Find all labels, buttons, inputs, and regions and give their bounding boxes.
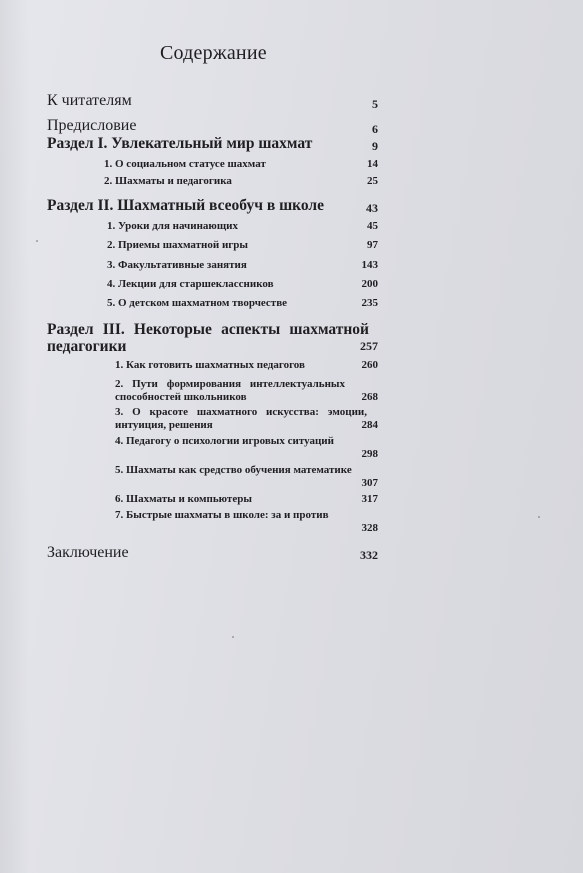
toc-chapter	[104, 175, 344, 188]
toc-chapter	[107, 297, 347, 310]
toc-chapter-label: 1. Уроки для начинающих	[107, 220, 238, 232]
toc-chapter	[104, 158, 344, 171]
toc-chapter	[115, 359, 345, 372]
toc-entry-readers	[47, 94, 347, 108]
toc-chapter-label: 4. Педагогу о психологии игровых ситуаций	[115, 435, 334, 447]
toc-chapter-label: 2. Приемы шахматной игры	[107, 239, 249, 251]
toc-entry-page: 235	[361, 297, 378, 309]
toc-title: Содержание	[160, 42, 267, 64]
toc-entry-page: 298	[361, 448, 378, 460]
toc-chapter-label: 3. О красоте шахматного искусства: эмоции, интуиция, решения	[115, 406, 367, 431]
toc-chapter-label: 2. Пути формирования интеллектуальных способностей школьников	[115, 378, 345, 403]
toc-chapter	[107, 278, 347, 291]
toc-entry-page: 143	[361, 259, 378, 271]
toc-entry-page: 45	[367, 220, 378, 232]
toc-entry-page: 5	[372, 97, 378, 111]
toc-chapter	[115, 435, 367, 448]
toc-chapter	[107, 239, 347, 252]
toc-entry-page: 317	[361, 493, 378, 505]
toc-chapter-label: 6. Шахматы и компьютеры	[115, 493, 252, 505]
toc-entry-label: К читателям	[47, 92, 132, 109]
toc-chapter-label: 2. Шахматы и педагогика	[104, 175, 232, 187]
toc-entry-label: Заключение	[47, 544, 129, 561]
toc-entry-conclusion	[47, 546, 347, 560]
toc-entry-page: 257	[360, 339, 378, 353]
toc-chapter	[115, 509, 367, 522]
toc-entry-page: 268	[361, 391, 378, 403]
toc-chapter-label: 5. Шахматы как средство обучения математике	[115, 464, 352, 476]
toc-chapter	[115, 406, 367, 432]
toc-chapter	[115, 464, 367, 477]
toc-part-1	[47, 137, 357, 151]
toc-chapter-label: 7. Быстрые шахматы в школе: за и против	[115, 509, 329, 521]
toc-entry-page: 43	[366, 201, 378, 215]
toc-entry-label: Предисловие	[47, 117, 137, 134]
toc-chapter-label: 5. О детском шахматном творчестве	[107, 297, 288, 309]
toc-entry-page: 14	[367, 158, 378, 170]
toc-chapter-label: 4. Лекции для старшеклассников	[107, 278, 274, 290]
toc-entry-page: 332	[360, 548, 378, 562]
toc-entry-preface	[47, 119, 347, 133]
toc-chapter-label: 1. Как готовить шахматных педагогов	[115, 359, 305, 371]
toc-part-label: Раздел I. Увлекательный мир шахмат	[47, 135, 313, 152]
toc-chapter	[107, 220, 347, 233]
toc-part-2	[47, 199, 357, 213]
toc-entry-page: 200	[361, 278, 378, 290]
toc-chapter	[115, 493, 345, 506]
toc-entry-page: 260	[361, 359, 378, 371]
toc-chapter	[115, 378, 345, 404]
toc-chapter-label: 1. О социальном статусе шахмат	[104, 158, 266, 170]
toc-part-label: Раздел II. Шахматный всеобуч в школе	[47, 197, 325, 214]
toc-part-label: Раздел III. Некоторые аспекты шахматной педагогики	[47, 321, 369, 355]
toc-entry-page: 9	[372, 139, 378, 153]
toc-part-3	[47, 321, 369, 355]
toc-entry-page: 25	[367, 175, 378, 187]
toc-chapter	[107, 259, 347, 272]
toc-entry-page: 328	[361, 522, 378, 534]
toc-entry-page: 6	[372, 122, 378, 136]
toc-entry-page: 284	[361, 419, 378, 431]
toc-chapter-label: 3. Факультативные занятия	[107, 259, 247, 271]
toc-entry-page: 97	[367, 239, 378, 251]
toc-entry-page: 307	[361, 477, 378, 489]
